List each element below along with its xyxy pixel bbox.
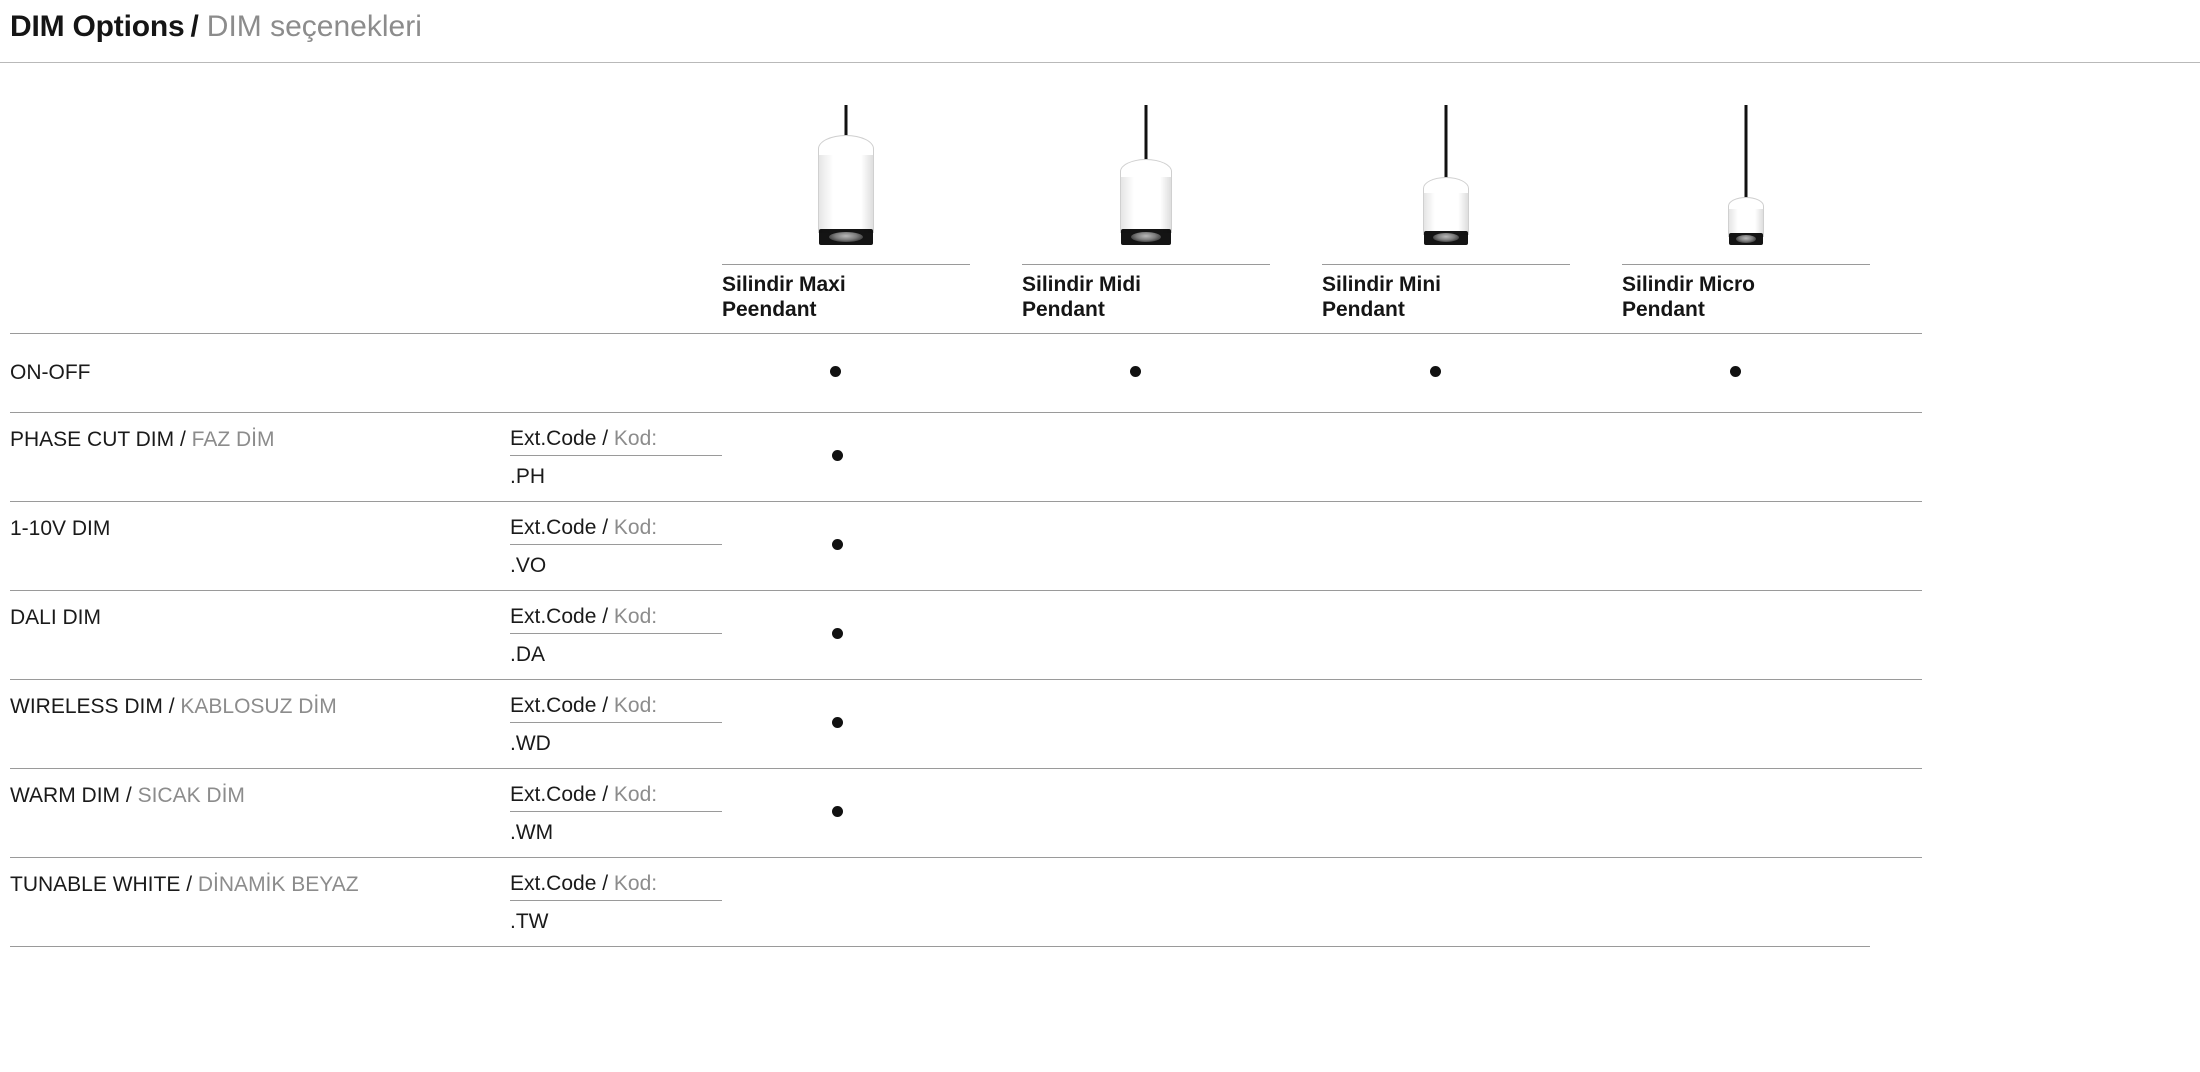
row-dot-warm-mini [1322,769,1622,858]
row-dot-phase-maxi [722,413,1022,502]
row-dot-dali-micro [1622,591,1922,680]
row-code-tunable-white: Ext.Code / Kod: .TW [510,858,722,947]
product-underline-mini [1322,264,1570,265]
header-spacer-code [510,63,722,334]
availability-dot [832,450,843,461]
page-title-sub: DIM seçenekleri [206,10,422,43]
product-name-maxi: Silindir Maxi Peendant [722,273,846,322]
ext-code-value: .WM [510,821,554,844]
ext-code-value: .VO [510,554,547,577]
table-row [10,413,1922,502]
row-dot-1-10v-maxi [722,502,1022,591]
row-dot-on-off-maxi [722,334,1022,413]
row-dot-1-10v-micro [1622,502,1922,591]
product-header-mini[interactable] [1322,63,1622,334]
availability-dot [1430,366,1441,377]
product-header-midi[interactable] [1022,63,1322,334]
row-dot-1-10v-midi [1022,502,1322,591]
availability-dot [1130,366,1141,377]
page-title-separator: / [190,10,199,43]
availability-dot [830,366,841,377]
table-row [10,769,1922,858]
table-bottom-divider [10,946,1870,947]
ext-code-value: .PH [510,465,546,488]
row-dot-1-10v-mini [1322,502,1622,591]
product-name-midi: Silindir Midi Pendant [1022,273,1141,322]
availability-dot [832,806,843,817]
availability-dot [832,717,843,728]
row-dot-on-off-mini [1322,334,1622,413]
header-spacer-label [10,63,510,334]
row-label-warm-dim: WARM DIM / SICAK DİM [10,769,510,858]
silindir-mini-pendant-icon [1322,105,1570,255]
row-dot-phase-midi [1022,413,1322,502]
row-dot-wireless-midi [1022,680,1322,769]
product-header-maxi[interactable] [722,63,1022,334]
page-title [0,0,2200,54]
row-dot-on-off-midi [1022,334,1322,413]
ext-code-value: .WD [510,732,551,755]
row-code-1-10v-dim: Ext.Code / Kod: .VO [510,502,722,591]
row-dot-warm-midi [1022,769,1322,858]
product-name-micro: Silindir Micro Pendant [1622,273,1756,322]
product-underline-midi [1022,264,1270,265]
row-label-1-10v-dim: 1-10V DIM [10,502,510,591]
row-dot-warm-maxi [722,769,1022,858]
product-underline-micro [1622,264,1870,265]
row-dot-tunable-midi [1022,858,1322,947]
row-code-warm-dim: Ext.Code / Kod: .WM [510,769,722,858]
row-dot-tunable-micro [1622,858,1922,947]
table-row [10,334,1922,413]
row-label-wireless-dim: WIRELESS DIM / KABLOSUZ DİM [10,680,510,769]
row-dot-phase-micro [1622,413,1922,502]
page-title-main: DIM Options [10,10,185,43]
availability-dot [1730,366,1741,377]
row-dot-dali-mini [1322,591,1622,680]
availability-dot [832,628,843,639]
silindir-midi-pendant-icon [1022,105,1270,255]
ext-code-value: .TW [510,910,549,933]
row-dot-dali-maxi [722,591,1022,680]
table-row [10,502,1922,591]
row-dot-phase-mini [1322,413,1622,502]
product-header-micro[interactable] [1622,63,1922,334]
row-code-dali-dim: Ext.Code / Kod: .DA [510,591,722,680]
row-dot-wireless-maxi [722,680,1022,769]
row-dot-tunable-maxi [722,858,1022,947]
table-row [10,680,1922,769]
row-label-phase-cut-dim: PHASE CUT DIM / FAZ DİM [10,413,510,502]
row-code-phase-cut-dim: Ext.Code / Kod: .PH [510,413,722,502]
row-code-wireless-dim: Ext.Code / Kod: .WD [510,680,722,769]
silindir-micro-pendant-icon [1622,105,1870,255]
ext-code-value: .DA [510,643,546,666]
row-dot-on-off-micro [1622,334,1922,413]
product-underline-maxi [722,264,970,265]
table-row [10,591,1922,680]
row-dot-tunable-mini [1322,858,1622,947]
table-row [10,858,1922,947]
row-dot-dali-midi [1022,591,1322,680]
row-dot-wireless-micro [1622,680,1922,769]
row-label-tunable-white: TUNABLE WHITE / DİNAMİK BEYAZ [10,858,510,947]
table-header-row [10,63,1922,334]
product-name-mini: Silindir Mini Pendant [1322,273,1441,322]
row-dot-warm-micro [1622,769,1922,858]
silindir-maxi-pendant-icon [722,105,970,255]
dim-options-table [10,63,1922,946]
availability-dot [832,539,843,550]
row-dot-wireless-mini [1322,680,1622,769]
row-code-on-off [510,334,722,413]
row-label-on-off: ON-OFF [10,334,510,413]
row-label-dali-dim: DALI DIM [10,591,510,680]
